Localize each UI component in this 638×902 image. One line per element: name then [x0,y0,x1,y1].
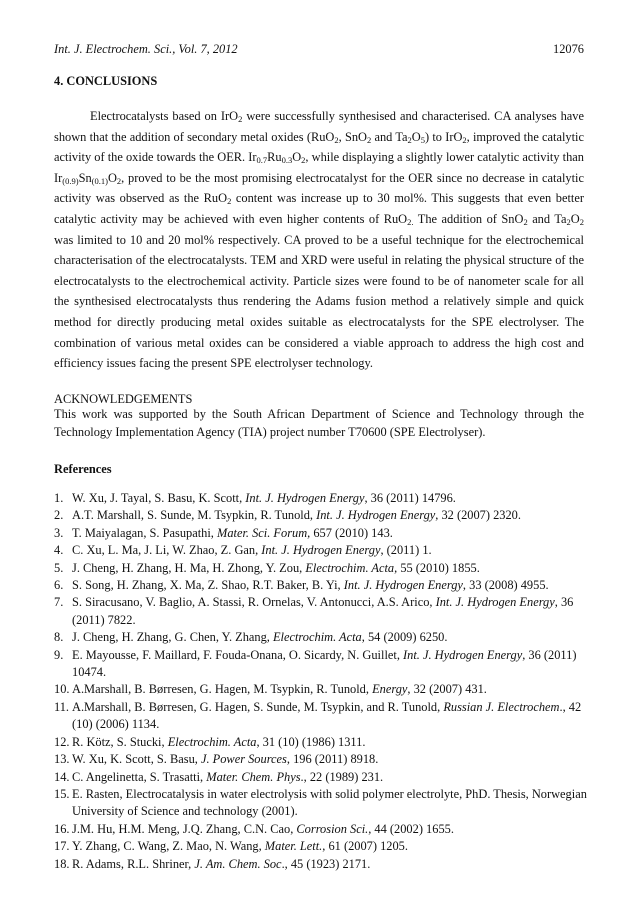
reference-item [54,560,589,577]
reference-number: 4. [54,543,64,558]
reference-number: 1. [54,491,64,505]
reference-journal: Mater. Sci. Forum, [217,525,311,540]
reference-text: W. Xu, K. Scott, S. Basu, J. Power Sources, 196 (2011) 8918. [72,752,379,767]
reference-item [54,821,589,838]
reference-text: J. Cheng, H. Zhang, G. Chen, Y. Zhang, Electrochim. Acta, 54 (2009) 6250. [72,630,448,645]
reference-text: R. Kötz, S. Stucki, Electrochim. Acta, 31 (10) (1986) 1311. [72,734,366,749]
reference-item [54,734,589,751]
reference-item [54,594,589,629]
reference-number: 11. [54,699,70,714]
reference-item [54,681,589,698]
reference-journal: Int. J. Hydrogen Energy [261,543,381,558]
reference-item [54,856,589,873]
reference-text: R. Adams, R.L. Shriner, J. Am. Chem. Soc., 45 (1923) 2171. [72,856,371,871]
reference-number: 5. [54,560,64,575]
reference-item [54,838,589,855]
reference-item [54,699,589,734]
reference-journal: Int. J. Hydrogen Energy [245,491,365,505]
reference-text: E. Rasten, Electrocatalysis in water electrolysis with solid polymer electrolyte, PhD. Thesis, Norwegian University of Science and technology (2001). [72,786,587,819]
reference-number: 14. [54,769,70,784]
reference-journal: Electrochim. Acta [272,630,362,645]
acknowledgements-heading: ACKNOWLEDGEMENTS [54,392,193,406]
reference-text: E. Mayousse, F. Maillard, F. Fouda-Onana, O. Sicardy, N. Guillet, Int. J. Hydrogen Energy, 36 (2011) 10474. [72,647,577,680]
references-list [54,490,589,873]
reference-item [54,769,589,786]
reference-text: A.Marshall, B. Børresen, G. Hagen, M. Tsypkin, R. Tunold, Energy, 32 (2007) 431. [72,682,487,697]
page-number: 12076 [553,42,584,56]
reference-journal: J. Power Sources [200,752,287,767]
reference-item [54,647,589,682]
reference-journal: Russian J. Electrochem [443,699,560,714]
reference-number: 9. [54,647,64,662]
reference-number: 2. [54,508,64,523]
reference-journal: Mater. Chem. Phys [206,769,301,784]
reference-journal: J. Am. Chem. Soc [194,856,282,871]
reference-item [54,490,589,507]
conclusions-paragraph [54,106,584,374]
conclusions-text: Electrocatalysts based on IrO$_2$ were successfully synthesised and characterised. CA analyses have shown that the addition of secondary metal oxides (RuO$_2$, SnO$_2$ and $Ta_2O_5$) to IrO$_2$, improved the catalytic activity of the oxide towards the OER. $Ir_{0.7}Ru_{0.3}O_2$, while displaying a slightly lower catalytic activity than $Ir_{(0.9)}Sn_{(0.1)}O_2$, proved to be the most promising electrocatalyst for the OER since no decrease in catalytic activity was observed as the RuO$_2$ content was increase up to 30 mol%. This suggests that even better catalytic activity may be achieved with even higher contents of RuO$_{2.}$ The addition of SnO$_2$ and $Ta_2O_2$ was limited to 10 and 20 mol% respectively. CA proved to be a useful technique for the electrochemical characterisation of the electrocatalysts. TEM and XRD were useful in relating the physical structure of the electrocatalysts to the electrochemical activity. Particle sizes were found to be of nanometer scale for all the synthesised electrocatalysts thus rendering the Adams fusion method a relatively simple and quick method for directly producing metal oxides suitable as electrocatalysts for the SPE electrolyser. The combination of various metal oxides can be considered a viable approach to address the high cost and efficiency issues facing the present SPE electrolyser technology. [54,109,584,371]
reference-number: 12. [54,734,70,749]
reference-number: 15. [54,786,70,801]
reference-journal: Int. J. Hydrogen Energy [343,578,463,593]
reference-text: S. Siracusano, V. Baglio, A. Stassi, R. Ornelas, V. Antonucci, A.S. Arico, Int. J. Hydrogen Energy, 36 (2011) 7822. [72,595,574,627]
reference-text: W. Xu, J. Tayal, S. Basu, K. Scott, Int. J. Hydrogen Energy, 36 (2011) 14796. [72,491,456,505]
reference-item [54,786,589,821]
reference-number: 10. [54,682,70,697]
reference-number: 16. [54,821,70,836]
reference-item [54,751,589,768]
journal-citation: Int. J. Electrochem. Sci., Vol. 7, 2012 [54,42,238,56]
references-heading: References [54,462,112,476]
reference-text: S. Song, H. Zhang, X. Ma, Z. Shao, R.T. Baker, B. Yi, Int. J. Hydrogen Energy, 33 (2008) 4955. [72,578,549,593]
reference-number: 13. [54,752,70,767]
reference-journal: Int. J. Hydrogen Energy [316,508,436,523]
conclusions-heading: 4. CONCLUSIONS [54,74,158,88]
reference-journal: Int. J. Hydrogen Energy [403,647,523,662]
reference-number: 6. [54,578,64,593]
reference-number: 18. [54,856,70,871]
reference-text: C. Angelinetta, S. Trasatti, Mater. Chem. Phys., 22 (1989) 231. [72,769,384,784]
reference-item [54,629,589,646]
reference-item [54,577,589,594]
reference-item [54,507,589,524]
reference-journal: Electrochim. Acta, [305,560,398,575]
reference-journal: Energy [372,682,408,697]
reference-item [54,542,589,559]
reference-number: 7. [54,595,64,610]
reference-item [54,525,589,542]
reference-text: J.M. Hu, H.M. Meng, J.Q. Zhang, C.N. Cao, Corrosion Sci., 44 (2002) 1655. [72,821,454,836]
reference-text: J. Cheng, H. Zhang, H. Ma, H. Zhong, Y. Zou, Electrochim. Acta, 55 (2010) 1855. [72,560,480,575]
reference-text: C. Xu, L. Ma, J. Li, W. Zhao, Z. Gan, Int. J. Hydrogen Energy, (2011) 1. [72,543,432,558]
reference-text: Y. Zhang, C. Wang, Z. Mao, N. Wang, Mater. Lett., 61 (2007) 1205. [72,839,408,854]
reference-number: 17. [54,839,70,854]
reference-text: T. Maiyalagan, S. Pasupathi, Mater. Sci. Forum, 657 (2010) 143. [72,525,393,540]
running-header [54,42,584,57]
reference-text: A.T. Marshall, S. Sunde, M. Tsypkin, R. Tunold, Int. J. Hydrogen Energy, 32 (2007) 2320. [72,508,521,523]
reference-journal: Mater. Lett. [264,839,323,854]
reference-text: A.Marshall, B. Børresen, G. Hagen, S. Sunde, M. Tsypkin, and R. Tunold, Russian J. Electrochem., 42 (10) (2006) 1134. [72,699,582,732]
reference-journal: Corrosion Sci. [296,821,369,836]
reference-journal: Electrochim. Acta [167,734,257,749]
reference-number: 8. [54,630,64,645]
acknowledgements-text: This work was supported by the South African Department of Science and Technology through the Technology Implementation Agency (TIA) project number T70600 (SPE Electrolyser). [54,407,584,439]
reference-number: 3. [54,525,64,540]
reference-journal: Int. J. Hydrogen Energy [435,595,555,610]
